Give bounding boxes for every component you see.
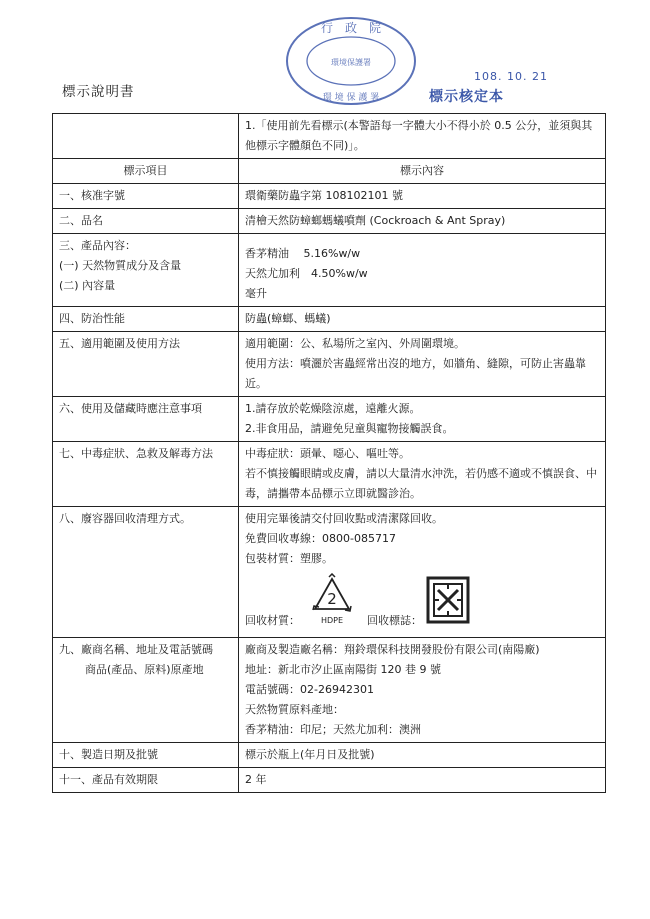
row-label: 一、核准字號 <box>53 184 239 209</box>
row-value: 1.請存放於乾燥陰涼處，遠離火源。 <box>245 402 421 415</box>
row-value: 包裝材質：塑膠。 <box>245 552 333 565</box>
table-row <box>53 114 606 159</box>
label-spec-table <box>52 113 606 793</box>
recycle-symbol-label: 回收標誌： <box>367 614 422 627</box>
column-header-content: 標示內容 <box>239 159 606 184</box>
table-row <box>53 768 606 793</box>
table-row <box>53 638 606 743</box>
row-label: 十、製造日期及批號 <box>53 743 239 768</box>
row-label: 九、廠商名稱、地址及電話號碼 <box>59 643 213 656</box>
row-value: 防蟲(蟑螂、螞蟻) <box>245 312 331 325</box>
svg-text:行 政 院: 行 政 院 <box>320 21 382 35</box>
table-row <box>53 442 606 507</box>
row-value: 使用完畢後請交付回收點或清潔隊回收。 <box>245 512 443 525</box>
warning-note: 1.「使用前先看標示(本警語每一字體大小不得小於 0.5 公分，並須與其他標示字體顏色不同)」。 <box>239 114 606 159</box>
row-value: 2.非食用品，請避免兒童與寵物接觸誤食。 <box>245 422 454 435</box>
table-row <box>53 307 606 332</box>
column-header-item: 標示項目 <box>53 159 239 184</box>
row-value: 地址：新北市汐止區南陽街 120 巷 9 號 <box>245 663 441 676</box>
hdpe-recycling-icon <box>305 573 359 629</box>
table-row <box>53 209 606 234</box>
row-value: 天然物質原料產地： <box>245 703 344 716</box>
row-value: 天然尤加利 4.50%w/w <box>245 267 368 280</box>
row-value: 若不慎接觸眼睛或皮膚，請以大量清水沖洗，若仍感不適或不慎誤食、中毒，請攜帶本品標示立即就醫診治。 <box>245 467 597 500</box>
row-label-continued: 商品(產品、原料)原產地 <box>85 663 204 676</box>
table-row <box>53 332 606 397</box>
row-value: 清檜天然防蟑螂螞蟻噴劑 (Cockroach & Ant Spray) <box>245 214 506 227</box>
material-label: 回收材質： <box>245 614 300 627</box>
row-value: 廠商及製造廠名稱：翔鈴環保科技開發股份有限公司(南陽廠) <box>245 643 540 656</box>
row-label: 二、品名 <box>53 209 239 234</box>
row-value: 適用範圍：公、私場所之室內、外周圍環境。 <box>245 337 465 350</box>
row-sublabel: (一) 天然物質成分及含量 <box>59 259 182 272</box>
row-value: 標示於瓶上(年月日及批號) <box>245 748 375 761</box>
row-label: 七、中毒症狀、急救及解毒方法 <box>53 442 239 507</box>
row-value: 免費回收專線：0800-085717 <box>245 532 396 545</box>
table-row <box>53 184 606 209</box>
table-row <box>53 743 606 768</box>
material-code: 2 <box>327 590 337 608</box>
row-label: 八、廢容器回收清理方式。 <box>53 507 239 638</box>
material-name: HDPE <box>320 616 344 625</box>
row-sublabel: (二) 內容量 <box>59 279 116 292</box>
approval-seal-stamp <box>283 14 419 108</box>
row-value: 毫升 <box>245 287 267 300</box>
row-value: 環衛藥防蟲字第 108102101 號 <box>245 189 403 202</box>
row-label: 十一、產品有效期限 <box>53 768 239 793</box>
row-value: 香茅精油 5.16%w/w <box>245 247 361 260</box>
row-value: 使用方法：噴灑於害蟲經常出沒的地方，如牆角、縫隙，可防止害蟲靠近。 <box>245 357 586 390</box>
row-value: 香茅精油：印尼；天然尤加利：澳洲 <box>245 723 421 736</box>
row-value: 電話號碼：02-26942301 <box>245 683 374 696</box>
stamp-date: 108. 10. 21 <box>474 70 548 83</box>
table-row <box>53 234 606 307</box>
table-row <box>53 397 606 442</box>
svg-text:環 境 保 護 署: 環 境 保 護 署 <box>322 93 380 103</box>
table-row <box>53 507 606 638</box>
svg-text:環境保護署: 環境保護署 <box>331 58 371 67</box>
table-header-row <box>53 159 606 184</box>
row-value: 2 年 <box>245 773 267 786</box>
row-value: 中毒症狀：頭暈、噁心、嘔吐等。 <box>245 447 410 460</box>
document-title: 標示說明書 <box>62 84 135 100</box>
recycling-symbols <box>245 573 599 635</box>
row-label: 五、適用範圍及使用方法 <box>53 332 239 397</box>
row-label: 四、防治性能 <box>53 307 239 332</box>
row-label: 三、產品內容： <box>59 239 136 252</box>
row-label: 六、使用及儲藏時應注意事項 <box>53 397 239 442</box>
recycling-mark-icon <box>425 575 471 625</box>
approved-copy-stamp: 標示核定本 <box>429 89 504 105</box>
